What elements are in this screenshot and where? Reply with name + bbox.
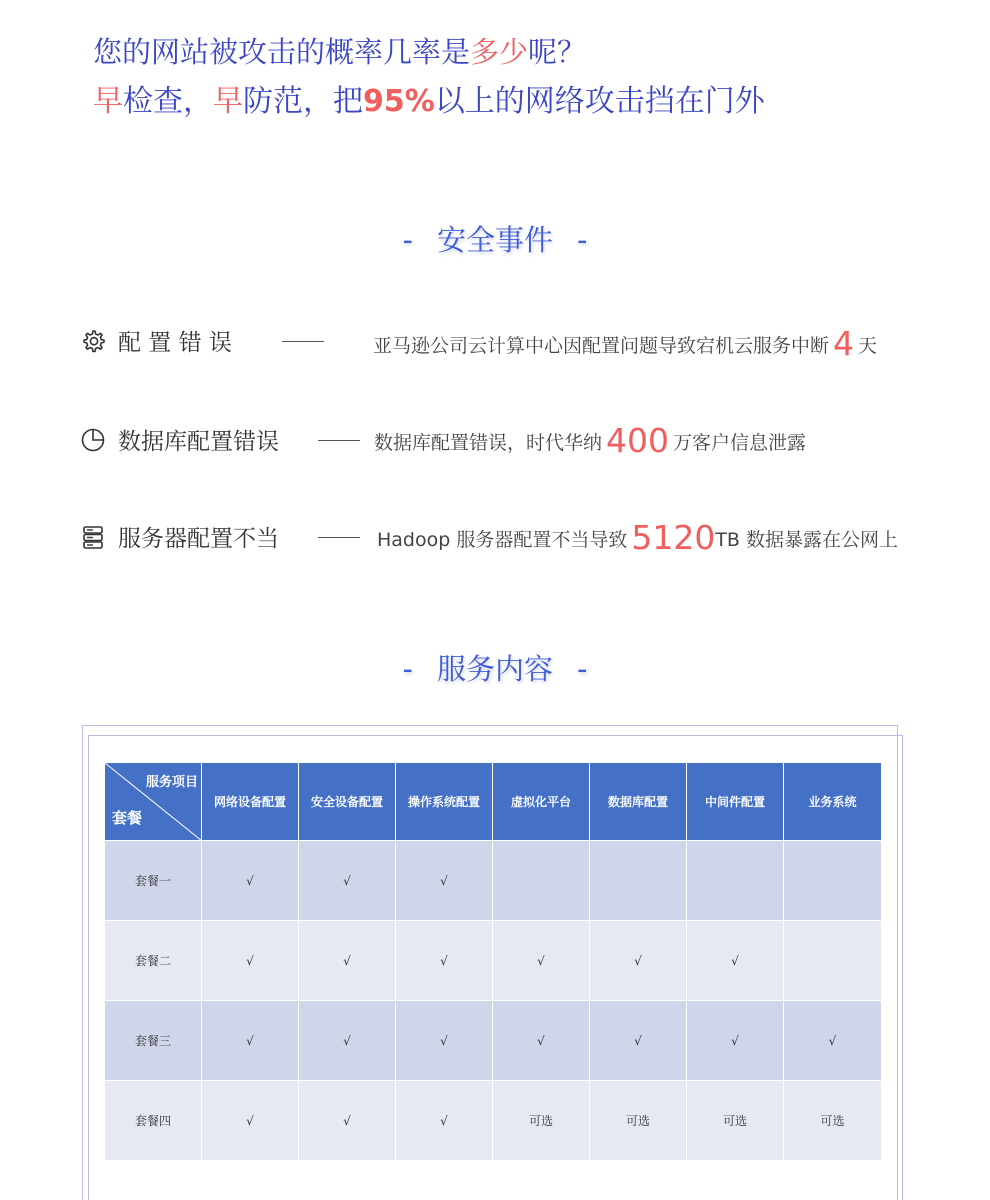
table-cell: [784, 921, 882, 1001]
event-database-error: [80, 419, 920, 459]
table-cell: √: [493, 1001, 590, 1081]
column-header: 安全设备配置: [299, 763, 396, 841]
headline-highlight: 早: [93, 84, 123, 119]
event-config-error: [80, 320, 920, 363]
table-cell: √: [202, 841, 299, 921]
headline-line-1: [93, 34, 586, 70]
event-desc-text: 万客户信息泄露: [673, 432, 807, 454]
server-icon: [80, 524, 106, 550]
table-cell: √: [202, 1081, 299, 1161]
table-cell: √: [687, 1001, 784, 1081]
table-row: [105, 921, 882, 1001]
table-cell: [687, 841, 784, 921]
table-cell: [590, 841, 687, 921]
table-row: [105, 1001, 882, 1081]
table-cell: √: [784, 1001, 882, 1081]
headline-text: 呢？: [528, 35, 587, 69]
headline-text: 防范，把: [243, 84, 363, 119]
event-connector-line: [282, 341, 324, 342]
event-connector-line: [318, 440, 360, 441]
headline-percent: 95%: [363, 84, 435, 119]
column-header: 操作系统配置: [396, 763, 493, 841]
table-cell: √: [202, 921, 299, 1001]
event-number: 4: [833, 324, 855, 363]
table-cell: √: [299, 921, 396, 1001]
event-label: 配 置 错 误: [118, 330, 232, 356]
event-desc-text: TB 数据暴露在公网上: [715, 529, 899, 551]
headline-text: 您的网站被攻击的概率几率是: [93, 35, 471, 69]
pie-chart-icon: [80, 427, 106, 453]
headline-text: 以上的网络攻击挡在门外: [434, 84, 765, 119]
event-number: 400: [606, 421, 670, 460]
table-cell: √: [299, 1001, 396, 1081]
event-number: 5120: [631, 518, 716, 557]
title-dash: -: [402, 652, 413, 686]
title-dash: -: [577, 652, 588, 686]
table-cell: √: [590, 921, 687, 1001]
column-header: 业务系统: [784, 763, 882, 841]
table-corner-cell: [105, 763, 202, 841]
column-header: 数据库配置: [590, 763, 687, 841]
event-connector-line: [318, 537, 360, 538]
plan-name: 套餐三: [105, 1001, 202, 1081]
event-desc-text: 天: [858, 335, 878, 357]
corner-label-plan: 套餐: [112, 809, 143, 827]
column-header: 虚拟化平台: [493, 763, 590, 841]
corner-label-service: 服务项目: [145, 775, 198, 790]
event-description: [374, 421, 806, 460]
table-cell: √: [396, 841, 493, 921]
title-dash: -: [577, 223, 588, 257]
event-description: [373, 324, 877, 363]
column-header: 网络设备配置: [202, 763, 299, 841]
events-title-text: 安全事件: [436, 223, 553, 257]
table-header-row: [105, 763, 882, 841]
table-row: [105, 841, 882, 921]
table-cell: √: [202, 1001, 299, 1081]
table-cell: √: [687, 921, 784, 1001]
table-row: [105, 1081, 882, 1161]
table-cell: √: [590, 1001, 687, 1081]
table-cell: [493, 841, 590, 921]
headline-highlight: 多少: [470, 35, 529, 69]
event-desc-text: 亚马逊公司云计算中心因配置问题导致宕机云服务中断: [373, 335, 830, 357]
headline-highlight: 早: [213, 84, 243, 119]
table-cell: 可选: [590, 1081, 687, 1161]
table-cell: √: [396, 1001, 493, 1081]
gear-icon: [80, 328, 106, 354]
table-cell: 可选: [687, 1081, 784, 1161]
table-cell: √: [396, 921, 493, 1001]
table-cell: √: [299, 841, 396, 921]
plan-name: 套餐四: [105, 1081, 202, 1161]
table-cell: 可选: [784, 1081, 882, 1161]
events-section-title: [0, 218, 990, 259]
column-header: 中间件配置: [687, 763, 784, 841]
services-section-title: [0, 647, 990, 688]
plan-name: 套餐一: [105, 841, 202, 921]
table-cell: [784, 841, 882, 921]
services-title-text: 服务内容: [436, 652, 553, 686]
headline-line-2: [93, 84, 765, 120]
headline-text: 检查，: [123, 84, 213, 119]
event-desc-text: 数据库配置错误，时代华纳: [374, 432, 603, 454]
event-description: [377, 518, 898, 557]
event-desc-text: Hadoop 服务器配置不当导致: [377, 529, 628, 551]
table-cell: √: [493, 921, 590, 1001]
title-dash: -: [402, 223, 413, 257]
event-label: 数据库配置错误: [118, 429, 279, 455]
event-label: 服务器配置不当: [118, 526, 279, 552]
table-cell: 可选: [493, 1081, 590, 1161]
table-cell: √: [396, 1081, 493, 1161]
table-cell: √: [299, 1081, 396, 1161]
plan-name: 套餐二: [105, 921, 202, 1001]
event-server-error: [80, 516, 920, 556]
service-table: [104, 762, 882, 1161]
